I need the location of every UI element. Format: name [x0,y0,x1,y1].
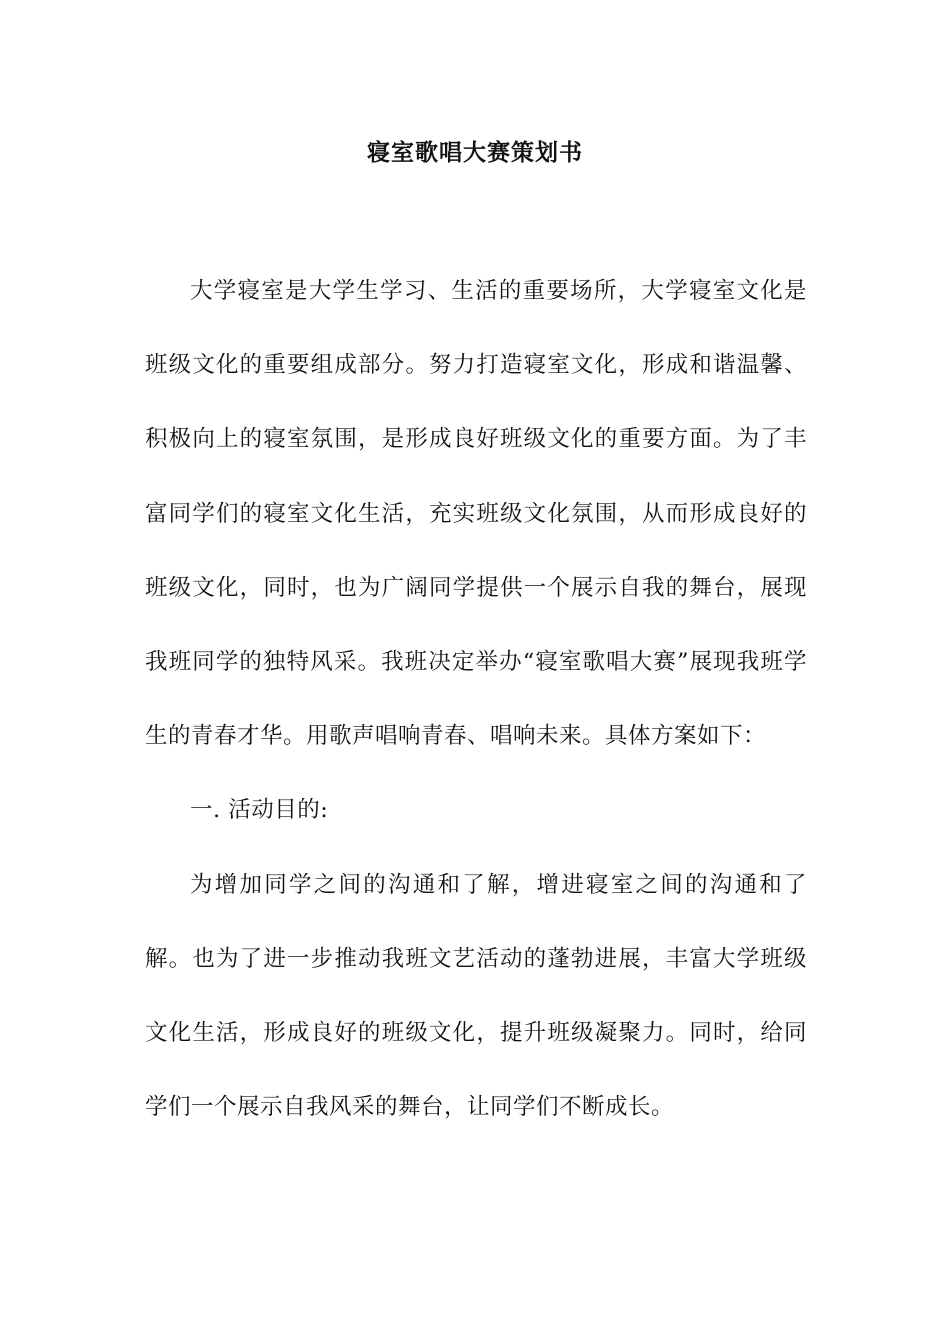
document-body [145,254,807,1144]
document-title: 寝室歌唱大赛策划书 [367,139,583,166]
section-heading-activity-purpose: 一. 活动目的: [190,797,329,824]
activity-purpose-paragraph: 为增加同学之间的沟通和了解，增进寝室之间的沟通和了解。也为了进一步推动我班文艺活动的蓬勃进展，丰富大学班级文化生活，形成良好的班级文化，提升班级凝聚力。同时，给同学们一个展示自我风采的舞台，让同学们不断成长。 [145,871,807,1121]
intro-paragraph: 大学寝室是大学生学习、生活的重要场所，大学寝室文化是班级文化的重要组成部分。努力打造寝室文化，形成和谐温馨、积极向上的寝室氛围，是形成良好班级文化的重要方面。为了丰富同学们的寝室文化生活，充实班级文化氛围，从而形成良好的班级文化，同时，也为广阔同学提供一个展示自我的舞台，展现我班同学的独特风采。我班决定举办“寝室歌唱大赛”展现我班学生的青春才华。用歌声唱响青春、唱响未来。具体方案如下： [145,278,807,750]
